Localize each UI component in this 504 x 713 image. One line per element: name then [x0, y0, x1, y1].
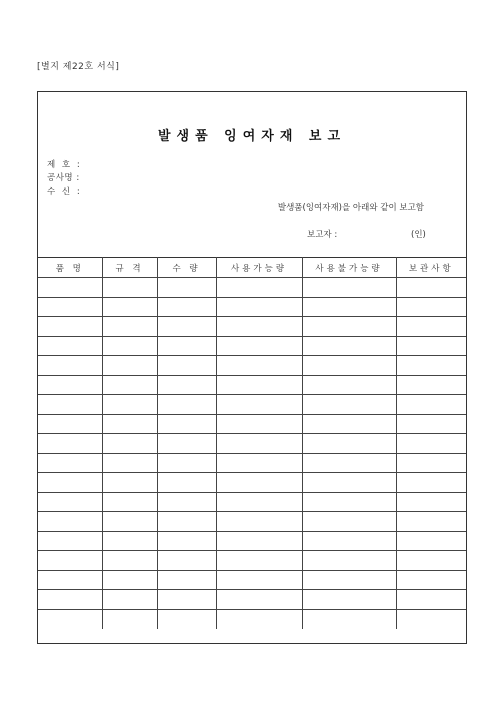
table-cell [157, 551, 216, 571]
table-cell [396, 570, 466, 590]
table-cell [302, 414, 396, 434]
table-cell [102, 434, 157, 454]
table-cell [302, 395, 396, 415]
seal-mark: (인) [411, 230, 426, 240]
table-cell [302, 356, 396, 376]
table-cell [38, 531, 102, 551]
table-row [38, 609, 466, 629]
table-cell [157, 492, 216, 512]
table-cell [302, 453, 396, 473]
table-cell [216, 512, 302, 532]
table-cell [396, 395, 466, 415]
table-cell [157, 414, 216, 434]
table-row [38, 414, 466, 434]
table-cell [38, 336, 102, 356]
table-cell [302, 375, 396, 395]
table-cell [216, 473, 302, 493]
table-cell [216, 414, 302, 434]
table-cell [157, 590, 216, 610]
table-cell [157, 395, 216, 415]
table-cell [216, 590, 302, 610]
recipient-field: 수 신 : [47, 187, 82, 197]
table-cell [38, 453, 102, 473]
table-cell [102, 492, 157, 512]
table-cell [38, 278, 102, 298]
table-cell [396, 414, 466, 434]
table-cell [102, 590, 157, 610]
table-cell [102, 375, 157, 395]
table-cell [396, 531, 466, 551]
table-cell [396, 492, 466, 512]
table-cell [302, 551, 396, 571]
table-cell [216, 551, 302, 571]
surplus-materials-table [38, 257, 466, 629]
project-name-field: 공사명 : [47, 173, 80, 183]
table-row [38, 395, 466, 415]
table-cell [302, 512, 396, 532]
table-cell [102, 473, 157, 493]
column-header-storage-notes: 보관사항 [396, 258, 466, 278]
table-cell [102, 453, 157, 473]
table-row [38, 551, 466, 571]
table-cell [102, 356, 157, 376]
table-cell [396, 453, 466, 473]
table-cell [216, 375, 302, 395]
table-cell [38, 570, 102, 590]
document-number-field: 제 호 : [47, 160, 82, 170]
table-row [38, 375, 466, 395]
table-cell [302, 473, 396, 493]
table-row [38, 297, 466, 317]
table-cell [216, 336, 302, 356]
report-statement: 발생품(잉여자재)을 아래와 같이 보고함 [277, 203, 424, 213]
table-cell [216, 492, 302, 512]
table-cell [396, 317, 466, 337]
table-cell [216, 570, 302, 590]
table-row [38, 278, 466, 298]
table-cell [157, 297, 216, 317]
table-cell [216, 453, 302, 473]
table-cell [396, 434, 466, 454]
table-cell [157, 278, 216, 298]
table-cell [157, 375, 216, 395]
table-row [38, 492, 466, 512]
page-title: 발생품 잉여자재 보고 [157, 129, 347, 144]
table-cell [38, 473, 102, 493]
table-cell [38, 492, 102, 512]
table-cell [302, 492, 396, 512]
table-cell [38, 375, 102, 395]
table-cell [396, 590, 466, 610]
table-cell [216, 356, 302, 376]
column-header-unusable-amount: 사용불가능량 [302, 258, 396, 278]
table-cell [396, 356, 466, 376]
table-cell [216, 278, 302, 298]
table-cell [157, 570, 216, 590]
table-cell [38, 590, 102, 610]
table-cell [396, 336, 466, 356]
table-cell [302, 590, 396, 610]
table-cell [102, 414, 157, 434]
table-cell [157, 453, 216, 473]
table-cell [396, 551, 466, 571]
table-row [38, 356, 466, 376]
table-cell [157, 356, 216, 376]
table-row [38, 336, 466, 356]
table-cell [38, 395, 102, 415]
column-header-usable-amount: 사용가능량 [216, 258, 302, 278]
table-cell [396, 297, 466, 317]
table-cell [102, 317, 157, 337]
table-cell [216, 434, 302, 454]
table-cell [38, 297, 102, 317]
table-cell [302, 434, 396, 454]
table-cell [216, 531, 302, 551]
table-cell [102, 278, 157, 298]
table-cell [302, 297, 396, 317]
table-cell [102, 512, 157, 532]
table-cell [216, 609, 302, 629]
table-cell [102, 609, 157, 629]
table-cell [216, 317, 302, 337]
table-cell [38, 512, 102, 532]
table-cell [102, 570, 157, 590]
table-cell [38, 551, 102, 571]
table-cell [302, 570, 396, 590]
table-row [38, 531, 466, 551]
table-row [38, 570, 466, 590]
form-header [38, 92, 466, 257]
table-cell [157, 434, 216, 454]
table-cell [102, 395, 157, 415]
table-cell [38, 414, 102, 434]
table-cell [396, 278, 466, 298]
table-row [38, 453, 466, 473]
table-row [38, 434, 466, 454]
table-row [38, 512, 466, 532]
table-cell [302, 609, 396, 629]
table-row [38, 590, 466, 610]
table-cell [216, 395, 302, 415]
table-row [38, 473, 466, 493]
table-cell [38, 317, 102, 337]
table-cell [396, 512, 466, 532]
table-cell [302, 336, 396, 356]
table-cell [216, 297, 302, 317]
column-header-item-name: 품 명 [38, 258, 102, 278]
table-cell [157, 531, 216, 551]
table-row [38, 317, 466, 337]
table-cell [396, 375, 466, 395]
table-cell [38, 609, 102, 629]
table-header-row [38, 258, 466, 278]
table-cell [302, 531, 396, 551]
table-cell [302, 317, 396, 337]
table-cell [157, 336, 216, 356]
reporter-field: 보고자 : [307, 230, 338, 240]
table-cell [102, 336, 157, 356]
table-cell [157, 473, 216, 493]
table-cell [157, 317, 216, 337]
column-header-spec: 규 격 [102, 258, 157, 278]
table-cell [102, 551, 157, 571]
table-cell [38, 434, 102, 454]
table-cell [102, 531, 157, 551]
table-cell [157, 512, 216, 532]
table-cell [396, 473, 466, 493]
report-form-frame [37, 91, 467, 644]
table-cell [396, 609, 466, 629]
table-cell [102, 297, 157, 317]
table-cell [38, 356, 102, 376]
table-cell [157, 609, 216, 629]
table-cell [302, 278, 396, 298]
column-header-quantity: 수 량 [157, 258, 216, 278]
form-number-label: [별지 제22호 서식] [37, 62, 120, 72]
